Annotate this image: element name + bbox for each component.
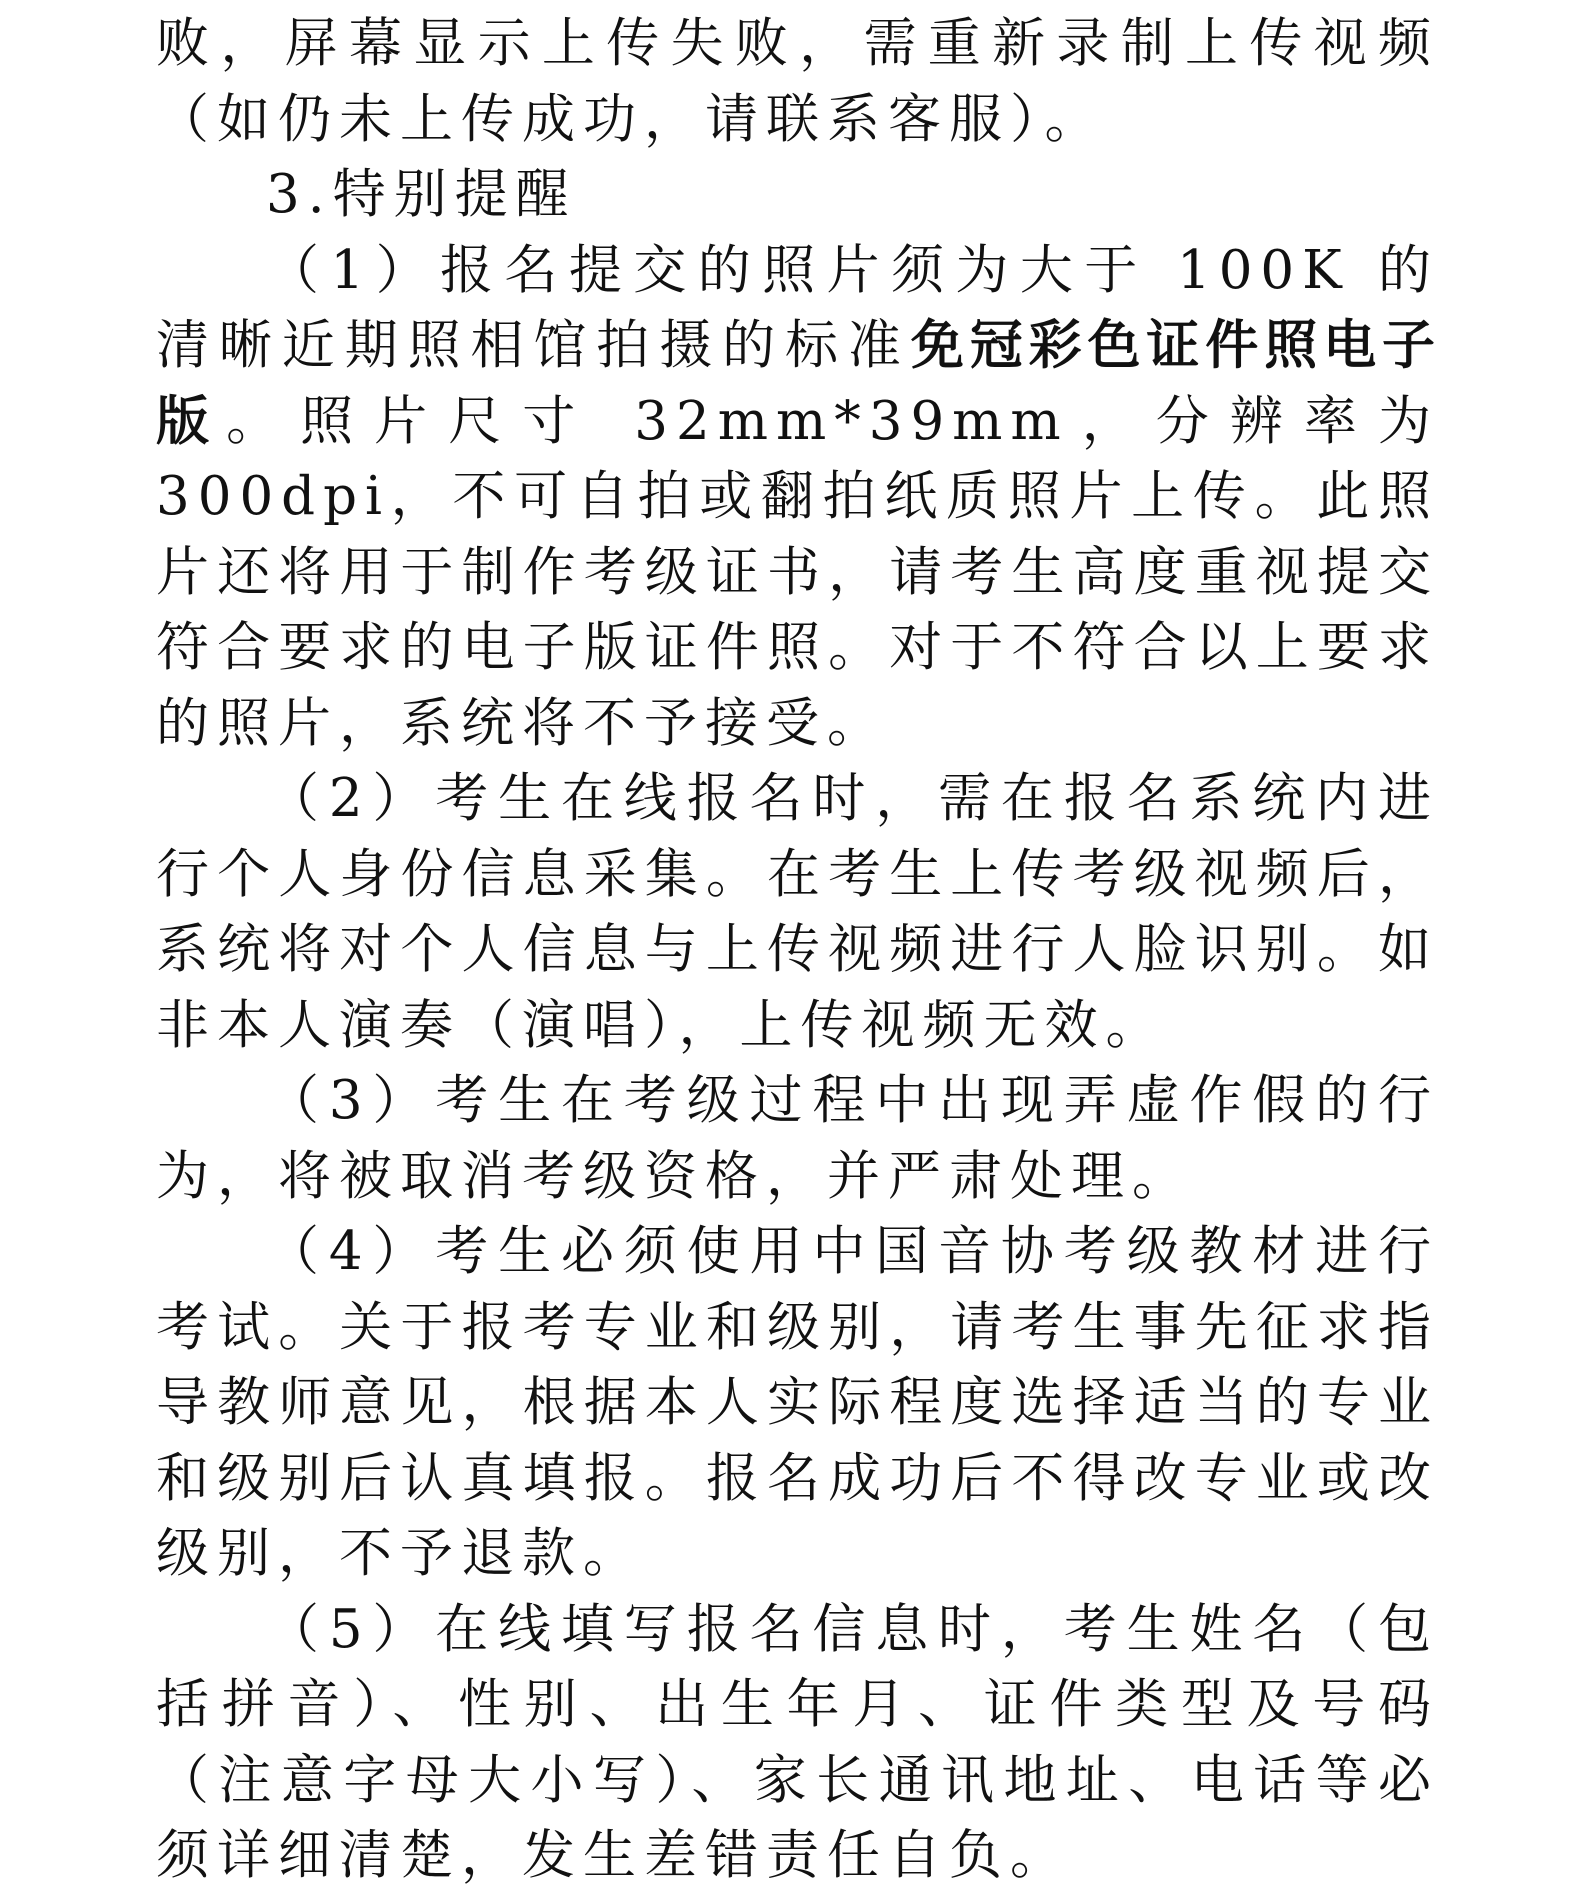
reminder-item-1-emphasis: 免冠彩色证件照电子版 (156, 315, 1440, 452)
continuation-paragraph: 败，屏幕显示上传失败，需重新录制上传视频（如仍未上传成功，请联系客服）。 (156, 13, 1439, 150)
document-body (156, 6, 1439, 1894)
reminder-item-2: （2）考生在线报名时，需在报名系统内进行个人身份信息采集。在考生上传考级视频后，系统将对个人信息与上传视频进行人脸识别。如非本人演奏（演唱），上传视频无效。 (156, 768, 1439, 1056)
reminder-item-1-text-before: （1）报名提交的照片须为大于 100K 的清晰近期照相馆拍摄的标准 (156, 239, 1439, 376)
section-heading: 3.特别提醒 (266, 164, 577, 225)
reminder-item-4: （4）考生必须使用中国音协考级教材进行考试。关于报考专业和级别，请考生事先征求指导教师意见，根据本人实际程度选择适当的专业和级别后认真填报。报名成功后不得改专业或改级别，不予退款。 (156, 1221, 1439, 1584)
reminder-item-1 (156, 233, 1439, 762)
reminder-item-1-text-after: 。照片尺寸 32mm*39mm，分辨率为 300dpi，不可自拍或翻拍纸质照片上传。此照片还将用于制作考级证书，请考生高度重视提交符合要求的电子版证件照。对于不符合以上要求的照片，系统将不予接受。 (156, 390, 1439, 754)
reminder-item-3: （3）考生在考级过程中出现弄虚作假的行为，将被取消考级资格，并严肃处理。 (156, 1070, 1439, 1207)
reminder-item-5: （5）在线填写报名信息时，考生姓名（包括拼音）、性别、出生年月、证件类型及号码（注意字母大小写）、家长通讯地址、电话等必须详细清楚，发生差错责任自负。 (156, 1598, 1439, 1886)
